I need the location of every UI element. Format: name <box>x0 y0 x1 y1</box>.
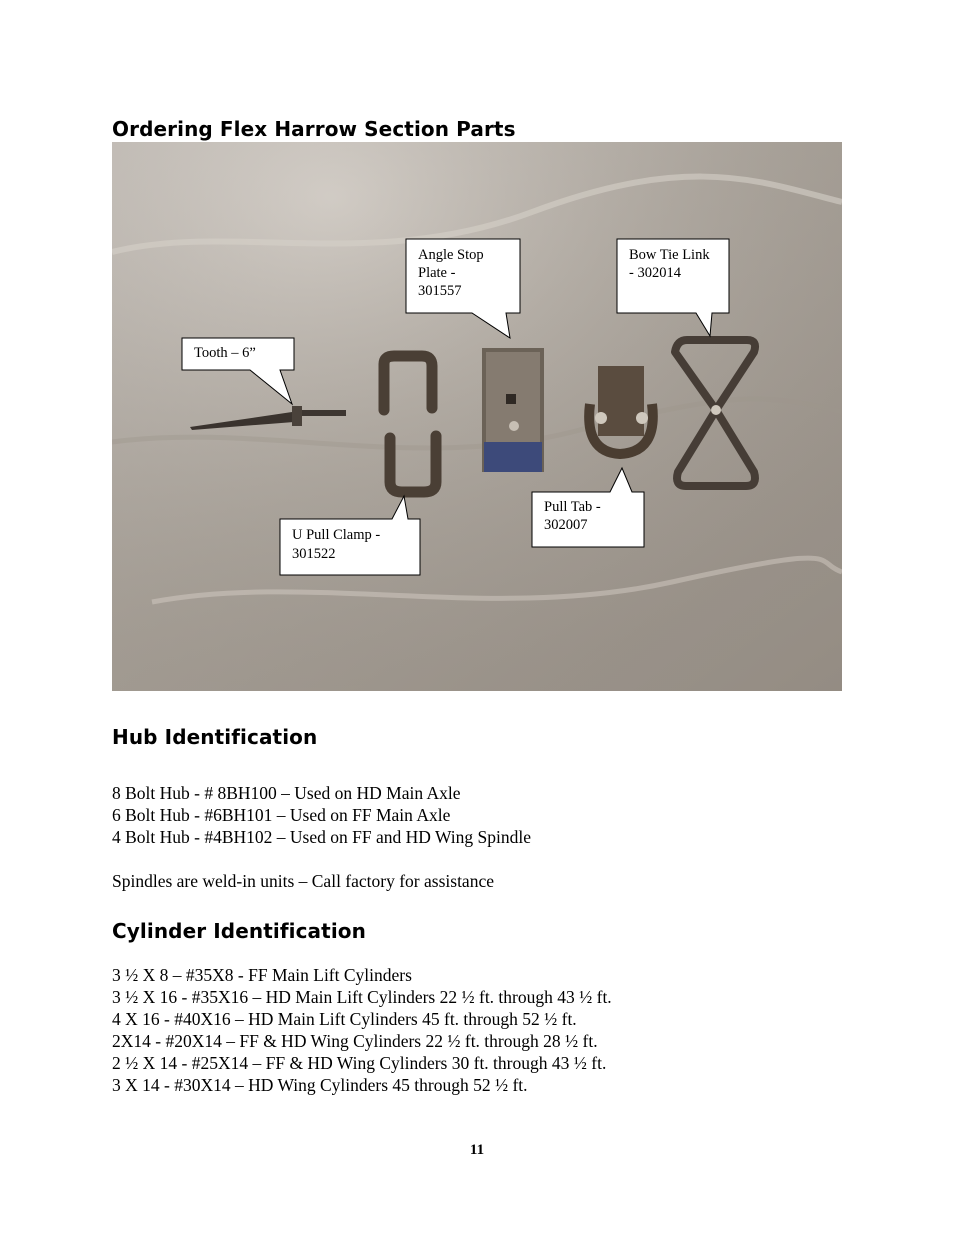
callout-u-clamp-line1: U Pull Clamp - <box>292 527 381 543</box>
spindle-note <box>112 870 494 892</box>
callout-pull-tab-line2: 302007 <box>544 517 588 533</box>
hub-line: 8 Bolt Hub - # 8BH100 – Used on HD Main Axle <box>112 783 461 803</box>
section-title-cylinder: Cylinder Identification <box>112 919 366 943</box>
cylinder-line: 4 X 16 - #40X16 – HD Main Lift Cylinders 45 ft. through 52 ½ ft. <box>112 1009 577 1029</box>
cylinder-line: 2X14 - #20X14 – FF & HD Wing Cylinders 22 ½ ft. through 28 ½ ft. <box>112 1031 598 1051</box>
parts-photo <box>112 142 842 691</box>
spindle-note-text: Spindles are weld-in units – Call factory for assistance <box>112 871 494 891</box>
callout-angle-stop-line3: 301557 <box>418 283 462 299</box>
callout-pull-tab-line1: Pull Tab - <box>544 499 601 515</box>
cylinder-line: 2 ½ X 14 - #25X14 – FF & HD Wing Cylinders 30 ft. through 43 ½ ft. <box>112 1053 607 1073</box>
cylinder-line: 3 ½ X 8 – #35X8 - FF Main Lift Cylinders <box>112 965 412 985</box>
hub-line: 4 Bolt Hub - #4BH102 – Used on FF and HD Wing Spindle <box>112 827 531 847</box>
cylinder-line: 3 X 14 - #30X14 – HD Wing Cylinders 45 through 52 ½ ft. <box>112 1075 528 1095</box>
callout-angle-stop-line2: Plate - <box>418 265 456 281</box>
callout-angle-stop-line1: Angle Stop <box>418 247 484 263</box>
callout-bow-tie-line1: Bow Tie Link <box>629 247 710 263</box>
callout-u-clamp-line2: 301522 <box>292 546 336 562</box>
callout-tooth-line1: Tooth – 6” <box>194 345 256 361</box>
angle-stop-plate-part <box>482 348 544 472</box>
page-number: 11 <box>469 1142 485 1158</box>
hub-list <box>112 782 531 848</box>
callout-bow-tie-line2: - 302014 <box>629 265 681 281</box>
section-title-ordering: Ordering Flex Harrow Section Parts <box>112 117 516 141</box>
cylinder-line: 3 ½ X 16 - #35X16 – HD Main Lift Cylinders 22 ½ ft. through 43 ½ ft. <box>112 987 612 1007</box>
hub-line: 6 Bolt Hub - #6BH101 – Used on FF Main Axle <box>112 805 451 825</box>
cylinder-list <box>112 964 612 1096</box>
section-title-hub: Hub Identification <box>112 725 318 749</box>
